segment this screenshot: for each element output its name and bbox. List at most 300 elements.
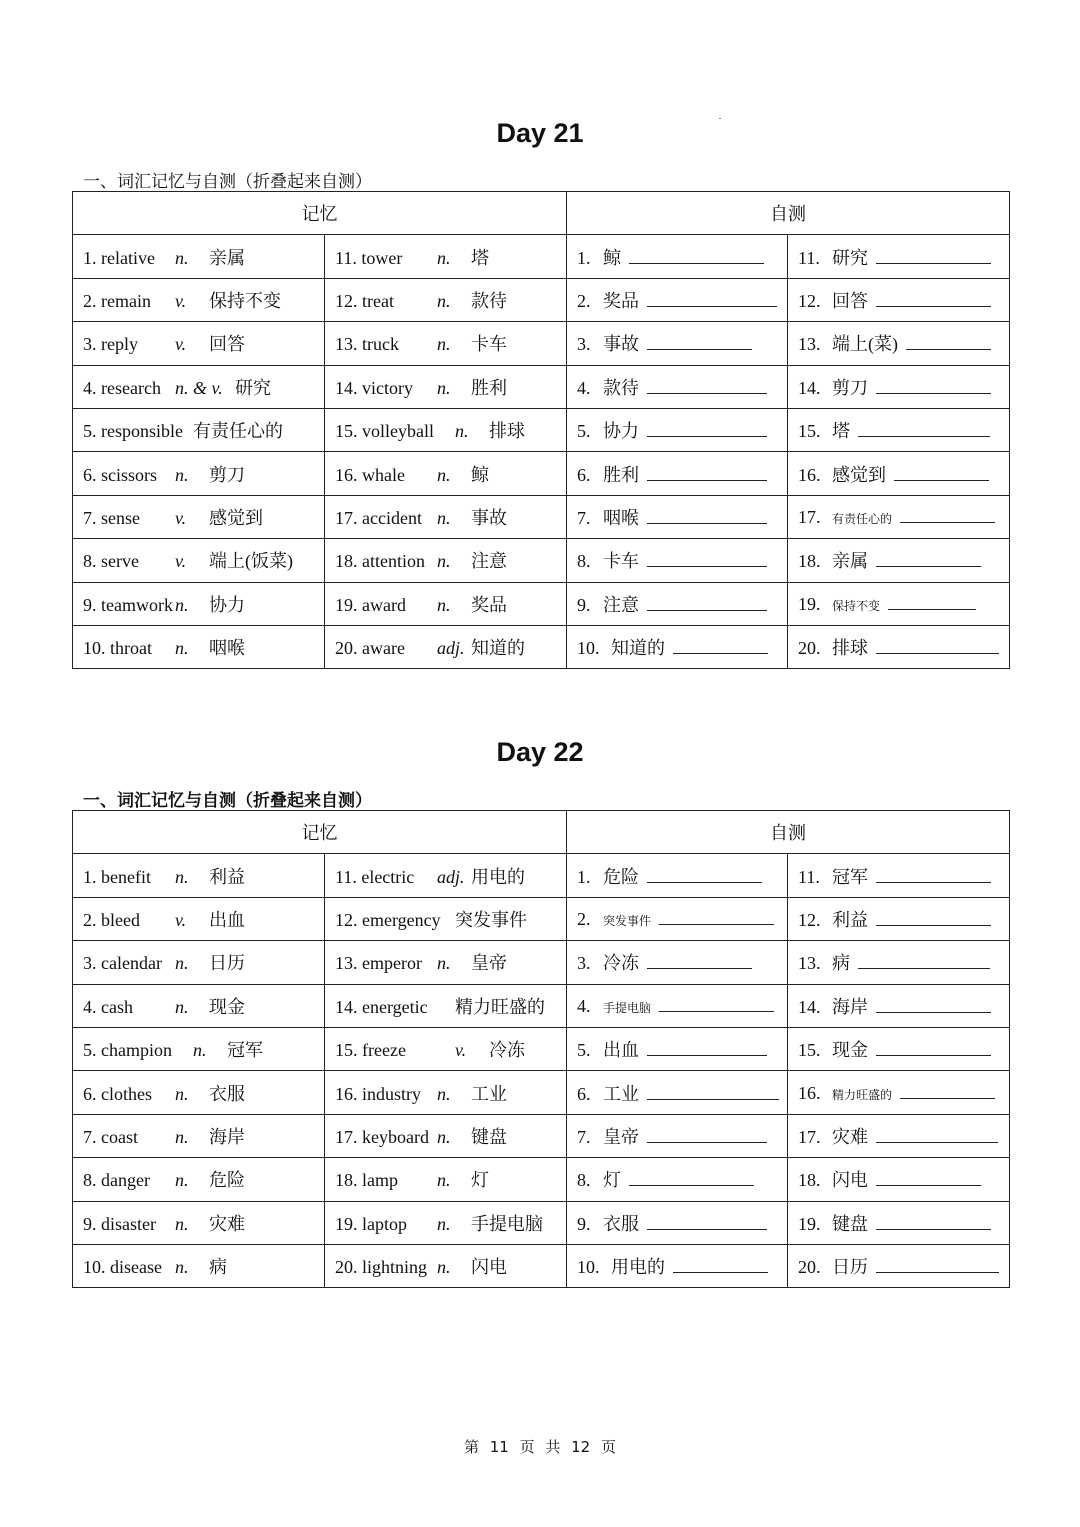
word-chinese: 胜利 — [471, 377, 507, 398]
self-test-entry — [567, 1027, 788, 1070]
word-english: 19. award — [335, 594, 406, 615]
word-chinese: 卡车 — [471, 334, 507, 355]
word-chinese: 保持不变 — [209, 290, 281, 311]
answer-blank[interactable] — [647, 377, 767, 394]
word-chinese: 回答 — [209, 334, 245, 355]
memory-entry — [73, 897, 325, 940]
test-number: 2. — [577, 908, 591, 929]
word-chinese: 闪电 — [471, 1257, 507, 1278]
test-prompt: 衣服 — [603, 1213, 639, 1234]
part-of-speech: v. — [455, 1040, 467, 1061]
word-chinese: 危险 — [209, 1170, 245, 1191]
memory-entry — [73, 625, 325, 668]
word-english: 20. aware — [335, 638, 405, 659]
test-prompt: 奖品 — [603, 290, 639, 311]
test-prompt: 保持不变 — [832, 598, 881, 613]
self-test-entry — [788, 539, 1010, 582]
word-english: 5. responsible — [83, 421, 183, 442]
answer-blank[interactable] — [858, 952, 990, 969]
word-chinese: 奖品 — [471, 594, 507, 615]
memory-entry — [325, 278, 567, 321]
word-chinese: 工业 — [471, 1083, 507, 1104]
memory-entry — [325, 322, 567, 365]
answer-blank[interactable] — [647, 594, 767, 611]
answer-blank[interactable] — [629, 1169, 754, 1186]
memory-header: 记忆 — [73, 811, 567, 854]
self-test-entry — [567, 539, 788, 582]
self-test-entry — [788, 408, 1010, 451]
answer-blank[interactable] — [876, 1039, 991, 1056]
word-english: 10. disease — [83, 1257, 162, 1278]
answer-blank[interactable] — [647, 1039, 767, 1056]
part-of-speech: n. — [175, 1083, 189, 1104]
memory-entry — [73, 941, 325, 984]
test-number: 11. — [798, 866, 820, 887]
test-prompt: 工业 — [603, 1083, 639, 1104]
word-english: 3. reply — [83, 334, 138, 355]
word-chinese: 利益 — [209, 866, 245, 887]
answer-blank[interactable] — [876, 1126, 998, 1143]
word-chinese: 精力旺盛的 — [455, 996, 545, 1017]
memory-entry — [73, 1201, 325, 1244]
test-prompt: 回答 — [832, 290, 868, 311]
test-number: 16. — [798, 464, 821, 485]
memory-entry — [325, 539, 567, 582]
test-number: 13. — [798, 334, 821, 355]
word-english: 12. treat — [335, 290, 394, 311]
test-prompt: 研究 — [832, 247, 868, 268]
answer-blank[interactable] — [906, 333, 991, 350]
memory-entry — [325, 1244, 567, 1287]
answer-blank[interactable] — [673, 637, 768, 654]
test-prompt: 冠军 — [832, 866, 868, 887]
answer-blank[interactable] — [876, 247, 991, 264]
word-english: 2. bleed — [83, 909, 140, 930]
word-english: 13. emperor — [335, 953, 422, 974]
part-of-speech: n. — [437, 1083, 451, 1104]
word-chinese: 有责任心的 — [193, 421, 283, 442]
answer-blank[interactable] — [858, 420, 990, 437]
self-test-entry — [567, 941, 788, 984]
answer-blank[interactable] — [647, 290, 777, 307]
word-english: 1. benefit — [83, 866, 151, 887]
table-row — [73, 1027, 1010, 1070]
test-prompt: 款待 — [603, 377, 639, 398]
answer-blank[interactable] — [647, 866, 762, 883]
part-of-speech: n. — [175, 866, 189, 887]
word-chinese: 协力 — [209, 594, 245, 615]
answer-blank[interactable] — [900, 506, 995, 523]
table-row — [73, 625, 1010, 668]
answer-blank[interactable] — [876, 290, 991, 307]
answer-blank[interactable] — [888, 593, 976, 610]
memory-entry — [325, 984, 567, 1027]
answer-blank[interactable] — [659, 908, 774, 925]
word-chinese: 剪刀 — [209, 464, 245, 485]
self-test-entry — [567, 582, 788, 625]
test-number: 8. — [577, 1170, 591, 1191]
test-number: 5. — [577, 421, 591, 442]
part-of-speech: n. — [455, 421, 469, 442]
self-test-entry — [788, 495, 1010, 538]
table-header-row — [73, 192, 1010, 235]
answer-blank[interactable] — [876, 550, 981, 567]
self-test-entry — [788, 278, 1010, 321]
test-prompt: 突发事件 — [603, 913, 652, 928]
test-number: 5. — [577, 1040, 591, 1061]
word-english: 12. emergency — [335, 909, 441, 930]
self-test-entry — [788, 625, 1010, 668]
self-test-header: 自测 — [567, 811, 1010, 854]
part-of-speech: v. — [175, 334, 187, 355]
memory-entry — [73, 235, 325, 278]
word-chinese: 塔 — [471, 247, 489, 268]
word-chinese: 皇帝 — [471, 953, 507, 974]
memory-entry — [325, 495, 567, 538]
test-prompt: 精力旺盛的 — [832, 1087, 893, 1102]
self-test-entry — [788, 897, 1010, 940]
word-english: 14. victory — [335, 377, 413, 398]
test-number: 8. — [577, 551, 591, 572]
word-chinese: 病 — [209, 1257, 227, 1278]
test-prompt: 剪刀 — [832, 377, 868, 398]
word-english: 20. lightning — [335, 1257, 428, 1278]
answer-blank[interactable] — [647, 550, 767, 567]
test-prompt: 现金 — [832, 1040, 868, 1061]
word-chinese: 突发事件 — [455, 909, 527, 930]
table-row — [73, 1114, 1010, 1157]
test-prompt: 亲属 — [832, 551, 868, 572]
word-english: 8. danger — [83, 1170, 150, 1191]
test-number: 1. — [577, 247, 591, 268]
test-number: 7. — [577, 1126, 591, 1147]
word-english: 9. disaster — [83, 1213, 156, 1234]
self-test-entry — [788, 322, 1010, 365]
answer-blank[interactable] — [629, 247, 764, 264]
part-of-speech: n. — [193, 1040, 207, 1061]
memory-entry — [325, 1027, 567, 1070]
memory-entry — [73, 495, 325, 538]
table-header-row — [73, 811, 1010, 854]
answer-blank[interactable] — [876, 866, 991, 883]
test-prompt: 塔 — [832, 421, 850, 442]
table-row — [73, 984, 1010, 1027]
answer-blank[interactable] — [647, 1213, 767, 1230]
self-test-entry — [788, 1114, 1010, 1157]
table-row — [73, 495, 1010, 538]
test-number: 16. — [798, 1082, 821, 1103]
memory-entry — [325, 408, 567, 451]
test-prompt: 有责任心的 — [832, 511, 893, 526]
word-chinese: 事故 — [471, 507, 507, 528]
test-prompt: 鲸 — [603, 247, 621, 268]
part-of-speech: n. — [175, 953, 189, 974]
table-row — [73, 322, 1010, 365]
self-test-entry — [567, 235, 788, 278]
self-test-header: 自测 — [567, 192, 1010, 235]
day21-section-heading: 一、词汇记忆与自测（折叠起来自测） — [83, 172, 372, 192]
table-row — [73, 1071, 1010, 1114]
word-chinese: 出血 — [209, 909, 245, 930]
test-prompt: 手提电脑 — [603, 1000, 652, 1015]
part-of-speech: n. — [437, 551, 451, 572]
answer-blank[interactable] — [659, 995, 774, 1012]
test-prompt: 事故 — [603, 334, 639, 355]
part-of-speech: adj. — [437, 638, 465, 659]
self-test-entry — [567, 408, 788, 451]
table-row — [73, 452, 1010, 495]
test-number: 4. — [577, 377, 591, 398]
memory-entry — [73, 278, 325, 321]
memory-entry — [325, 235, 567, 278]
answer-blank[interactable] — [876, 1169, 981, 1186]
part-of-speech: n. — [437, 1170, 451, 1191]
test-prompt: 胜利 — [603, 464, 639, 485]
test-number: 3. — [577, 334, 591, 355]
test-prompt: 闪电 — [832, 1170, 868, 1191]
word-english: 18. lamp — [335, 1170, 398, 1191]
test-number: 11. — [798, 247, 820, 268]
word-english: 1. relative — [83, 247, 155, 268]
test-number: 7. — [577, 507, 591, 528]
test-prompt: 利益 — [832, 909, 868, 930]
word-english: 17. keyboard — [335, 1126, 429, 1147]
test-number: 9. — [577, 1213, 591, 1234]
part-of-speech: n. — [437, 1213, 451, 1234]
self-test-entry — [788, 1244, 1010, 1287]
test-number: 14. — [798, 377, 821, 398]
word-english: 14. energetic — [335, 996, 428, 1017]
test-prompt: 灯 — [603, 1170, 621, 1191]
test-number: 15. — [798, 421, 821, 442]
test-number: 17. — [798, 506, 821, 527]
word-english: 4. cash — [83, 996, 133, 1017]
part-of-speech: n. — [175, 464, 189, 485]
self-test-entry — [567, 984, 788, 1027]
part-of-speech: adj. — [437, 866, 465, 887]
word-english: 10. throat — [83, 638, 152, 659]
word-english: 15. volleyball — [335, 421, 434, 442]
test-number: 13. — [798, 953, 821, 974]
word-english: 19. laptop — [335, 1213, 407, 1234]
answer-blank[interactable] — [647, 952, 752, 969]
day22-vocab-table — [72, 810, 1010, 1288]
memory-entry — [73, 1158, 325, 1201]
table-row — [73, 278, 1010, 321]
word-chinese: 款待 — [471, 290, 507, 311]
test-prompt: 卡车 — [603, 551, 639, 572]
word-english: 16. whale — [335, 464, 405, 485]
memory-entry — [325, 1071, 567, 1114]
table-row — [73, 582, 1010, 625]
day21-vocab-table — [72, 191, 1010, 669]
memory-entry — [73, 854, 325, 897]
memory-entry — [325, 1158, 567, 1201]
table-row — [73, 408, 1010, 451]
test-prompt: 咽喉 — [603, 507, 639, 528]
part-of-speech: n. & v. — [175, 377, 223, 398]
test-number: 20. — [798, 638, 821, 659]
part-of-speech: n. — [175, 1213, 189, 1234]
self-test-entry — [567, 278, 788, 321]
word-chinese: 感觉到 — [209, 507, 263, 528]
answer-blank[interactable] — [876, 377, 991, 394]
table-row — [73, 1244, 1010, 1287]
part-of-speech: n. — [175, 1257, 189, 1278]
test-number: 20. — [798, 1257, 821, 1278]
test-number: 4. — [577, 995, 591, 1016]
page-footer: 第 11 页 共 12 页 — [463, 1438, 616, 1456]
word-chinese: 现金 — [209, 996, 245, 1017]
answer-blank[interactable] — [647, 1083, 779, 1100]
test-number: 6. — [577, 1083, 591, 1104]
test-prompt: 键盘 — [832, 1213, 868, 1234]
test-number: 12. — [798, 290, 821, 311]
word-english: 7. coast — [83, 1126, 138, 1147]
answer-blank[interactable] — [876, 1256, 999, 1273]
part-of-speech: n. — [175, 594, 189, 615]
self-test-entry — [567, 495, 788, 538]
test-prompt: 注意 — [603, 594, 639, 615]
word-english: 7. sense — [83, 507, 140, 528]
test-number: 12. — [798, 909, 821, 930]
word-chinese: 手提电脑 — [471, 1213, 543, 1234]
word-english: 9. teamwork — [83, 594, 173, 615]
test-number: 19. — [798, 593, 821, 614]
test-number: 2. — [577, 290, 591, 311]
answer-blank[interactable] — [647, 464, 767, 481]
memory-entry — [73, 452, 325, 495]
part-of-speech: n. — [437, 507, 451, 528]
self-test-entry — [567, 1114, 788, 1157]
memory-entry — [325, 625, 567, 668]
self-test-entry — [788, 941, 1010, 984]
part-of-speech: n. — [175, 1170, 189, 1191]
test-number: 3. — [577, 953, 591, 974]
part-of-speech: n. — [437, 1257, 451, 1278]
test-number: 19. — [798, 1213, 821, 1234]
memory-entry — [73, 1114, 325, 1157]
part-of-speech: n. — [437, 290, 451, 311]
part-of-speech: n. — [175, 247, 189, 268]
part-of-speech: n. — [437, 594, 451, 615]
memory-entry — [325, 1114, 567, 1157]
word-english: 13. truck — [335, 334, 399, 355]
part-of-speech: n. — [437, 247, 451, 268]
word-chinese: 日历 — [209, 953, 245, 974]
answer-blank[interactable] — [673, 1256, 768, 1273]
part-of-speech: v. — [175, 551, 187, 572]
word-english: 6. clothes — [83, 1083, 152, 1104]
answer-blank[interactable] — [876, 637, 999, 654]
word-english: 6. scissors — [83, 464, 158, 485]
answer-blank[interactable] — [876, 909, 991, 926]
table-row — [73, 854, 1010, 897]
self-test-entry — [567, 1071, 788, 1114]
word-chinese: 键盘 — [471, 1126, 507, 1147]
word-chinese: 用电的 — [471, 866, 525, 887]
day22-title: Day 22 — [496, 737, 584, 767]
self-test-entry — [788, 1027, 1010, 1070]
word-chinese: 亲属 — [209, 247, 245, 268]
test-prompt: 冷冻 — [603, 953, 639, 974]
word-chinese: 冠军 — [227, 1040, 263, 1061]
answer-blank[interactable] — [900, 1082, 995, 1099]
word-chinese: 知道的 — [471, 638, 525, 659]
word-chinese: 注意 — [471, 551, 507, 572]
test-prompt: 危险 — [603, 866, 639, 887]
self-test-entry — [567, 625, 788, 668]
memory-entry — [325, 365, 567, 408]
table-row — [73, 941, 1010, 984]
self-test-entry — [567, 1201, 788, 1244]
self-test-entry — [788, 1071, 1010, 1114]
part-of-speech: n. — [437, 464, 451, 485]
self-test-entry — [788, 582, 1010, 625]
test-prompt: 协力 — [603, 421, 639, 442]
part-of-speech: n. — [175, 638, 189, 659]
memory-entry — [73, 365, 325, 408]
answer-blank[interactable] — [894, 464, 989, 481]
word-chinese: 灯 — [471, 1170, 489, 1191]
memory-entry — [325, 897, 567, 940]
test-number: 15. — [798, 1040, 821, 1061]
table-row — [73, 1201, 1010, 1244]
answer-blank[interactable] — [876, 1213, 991, 1230]
word-english: 18. attention — [335, 551, 425, 572]
memory-entry — [73, 322, 325, 365]
word-chinese: 研究 — [235, 377, 271, 398]
answer-blank[interactable] — [647, 333, 752, 350]
part-of-speech: n. — [437, 1126, 451, 1147]
self-test-entry — [567, 1158, 788, 1201]
word-english: 16. industry — [335, 1083, 422, 1104]
self-test-entry — [788, 1201, 1010, 1244]
memory-entry — [325, 582, 567, 625]
test-prompt: 知道的 — [611, 638, 665, 659]
memory-entry — [325, 452, 567, 495]
word-english: 2. remain — [83, 290, 151, 311]
self-test-entry — [567, 365, 788, 408]
word-english: 4. research — [83, 377, 161, 398]
test-prompt: 用电的 — [611, 1257, 665, 1278]
part-of-speech: v. — [175, 507, 187, 528]
test-number: 17. — [798, 1126, 821, 1147]
self-test-entry — [567, 322, 788, 365]
answer-blank[interactable] — [647, 1126, 767, 1143]
table-row — [73, 365, 1010, 408]
self-test-entry — [788, 452, 1010, 495]
test-prompt: 病 — [832, 953, 850, 974]
self-test-entry — [567, 897, 788, 940]
test-number: 9. — [577, 594, 591, 615]
answer-blank[interactable] — [647, 507, 767, 524]
test-prompt: 日历 — [832, 1257, 868, 1278]
self-test-entry — [788, 984, 1010, 1027]
word-english: 15. freeze — [335, 1040, 406, 1061]
self-test-entry — [788, 365, 1010, 408]
part-of-speech: v. — [175, 290, 187, 311]
word-english: 3. calendar — [83, 953, 162, 974]
memory-entry — [73, 1027, 325, 1070]
answer-blank[interactable] — [647, 420, 767, 437]
memory-entry — [325, 854, 567, 897]
word-english: 8. serve — [83, 551, 139, 572]
word-chinese: 排球 — [489, 421, 525, 442]
self-test-entry — [567, 452, 788, 495]
word-chinese: 冷冻 — [489, 1040, 525, 1061]
answer-blank[interactable] — [876, 996, 991, 1013]
